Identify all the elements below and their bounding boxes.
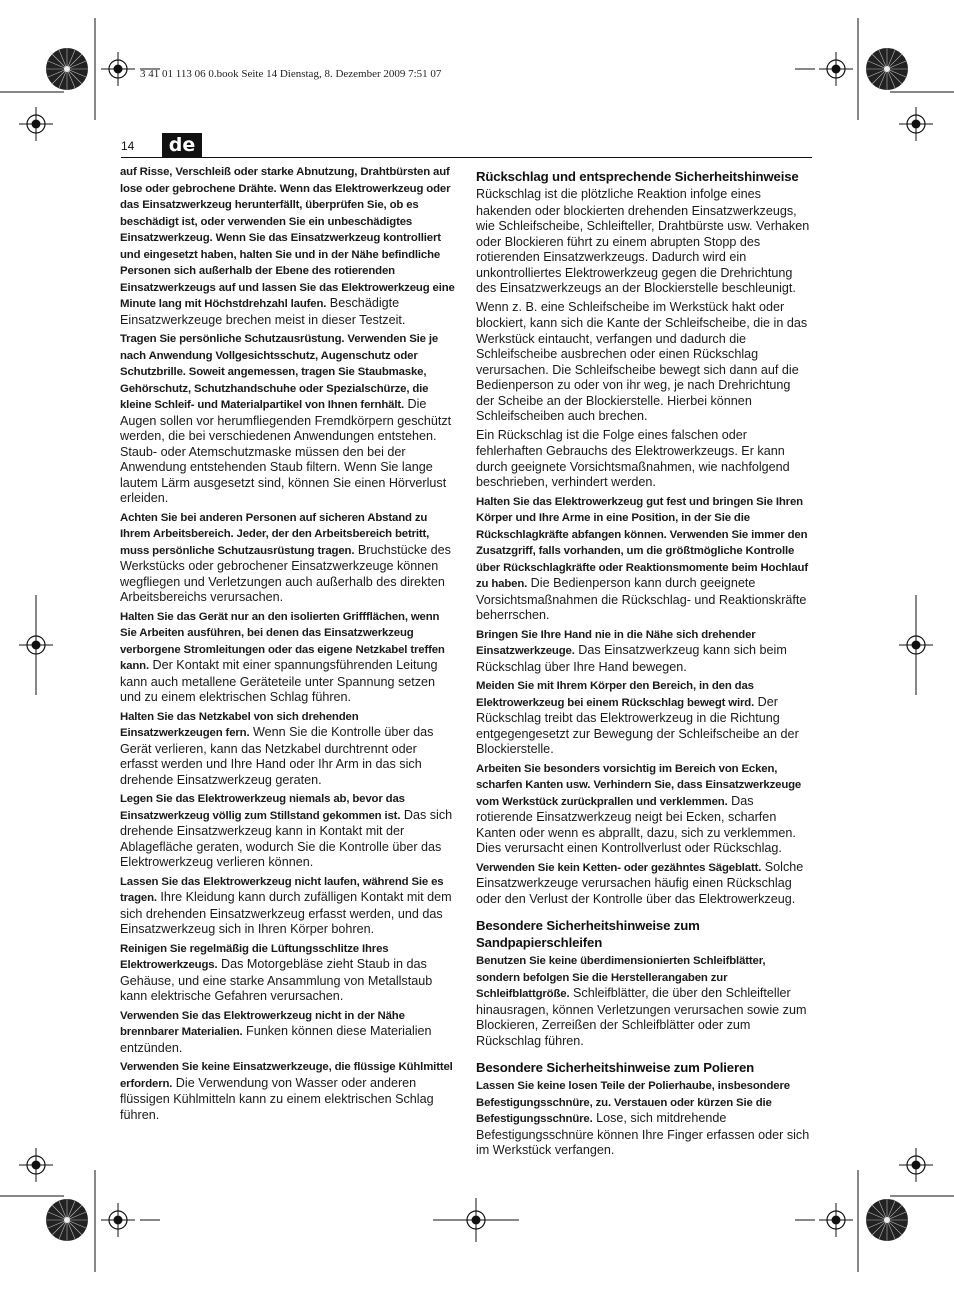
paragraph: Tragen Sie persönliche Schutzausrüstung. Verwenden Sie je nach Anwendung Vollgesichtsschutz, Augenschutz oder Schutzbrille. Soweit angemessen, tragen Sie Staubmaske, Gehörschutz, Schutzhandschuhe oder Spezialschürze, die kleine Schleif- und Materialpartikel von Ihnen fernhält. Die Augen sollen vor herumfliegenden Fremdkörpern geschützt werden, die bei verschiedenen Anwendungen entstehen. Staub- oder Atemschutzmaske müssen den bei der Anwendung entstehenden Staub filtern. Wenn Sie lange lautem Lärm ausgesetzt sind, können Sie einen Hörverlust erleiden. [120, 333, 452, 505]
left-column [120, 164, 456, 1123]
right-column [476, 164, 812, 1159]
print-info-line: 3 41 01 113 06 0.book Seite 14 Dienstag, 8. Dezember 2009 7:51 07 [140, 68, 442, 80]
section-heading-sanding: Besondere Sicherheitshinweise zum Sandpapierschleifen [476, 918, 700, 950]
paragraph: Legen Sie das Elektrowerkzeug niemals ab, bevor das Einsatzwerkzeug völlig zum Stillstand gekommen ist. Das sich drehende Einsatzwerkzeug kann in Kontakt mit der Ablagefläche geraten, wodurch Sie die Kontrolle über das Elektrowerkzeug verlieren können. [120, 793, 453, 869]
paragraph: Benutzen Sie keine überdimensionierten Schleifblätter, sondern befolgen Sie die Herstellerangaben zur Schleifblattgröße. Schleifblätter, die über den Schleifteller hinausragen, können Verletzungen verursachen sowie zum Blockieren, Zerreißen der Schleifblätter oder zum Rückschlag führen. [476, 955, 807, 1048]
paragraph: Wenn z. B. eine Schleifscheibe im Werkstück hakt oder blockiert, kann sich die Kante der Schleifscheibe, die in das Werkstück eintaucht, verfangen und dadurch die Schleifscheibe ausbrechen oder einen Rückschlag verursachen. Die Schleifscheibe bewegt sich dann auf die Bedienperson zu oder von ihr weg, je nach Drehrichtung der Scheibe an der Blockierstelle. Hierbei können Schleifscheiben auch brechen. [476, 299, 808, 423]
paragraph: Rückschlag ist die plötzliche Reaktion infolge eines hakenden oder blockierten drehenden Einsatzwerkzeugs, wie Schleifscheibe, Schleifteller, Drahtbürste usw. Verhaken oder Blockieren führt zu einem abrupten Stopp des rotierenden Einsatzwerkzeugs. Dadurch wird ein unkontrolliertes Elektrowerkzeug gegen die Drehrichtung des Einsatzwerkzeugs an der Blockierstelle beschleunigt. [476, 187, 810, 295]
paragraph: Lassen Sie das Elektrowerkzeug nicht laufen, während Sie es tragen. Ihre Kleidung kann durch zufälligen Kontakt mit dem sich drehenden Einsatzwerkzeug erfasst werden, und das Einsatzwerkzeug sich in Ihren Körper bohren. [120, 875, 452, 936]
paragraph: Achten Sie bei anderen Personen auf sicheren Abstand zu Ihrem Arbeitsbereich. Jeder, der den Arbeitsbereich betritt, muss persönliche Schutzausrüstung tragen. Bruchstücke des Werkstücks oder gebrochener Einsatzwerkzeuge können wegfliegen und Verletzungen auch außerhalb des direkten Arbeitsbereichs verursachen. [120, 511, 451, 604]
paragraph: Lassen Sie keine losen Teile der Polierhaube, insbesondere Befestigungsschnüre, zu. Verstauen oder kürzen Sie die Befestigungsschnüre. Lose, sich mitdrehende Befestigungsschnüre können Ihre Finger erfassen oder sich im Werkstück verfangen. [476, 1080, 810, 1157]
paragraph: Verwenden Sie keine Einsatzwerkzeuge, die flüssige Kühlmittel erfordern. Die Verwendung von Wasser oder anderen flüssigen Kühlmitteln kann zu einem elektrischen Schlag führen. [120, 1061, 453, 1122]
paragraph: Halten Sie das Netzkabel von sich drehenden Einsatzwerkzeugen fern. Wenn Sie die Kontrolle über das Gerät verlieren, kann das Netzkabel durchtrennt oder erfasst werden und Ihre Hand oder Ihr Arm in das sich drehende Einsatzwerkzeug geraten. [120, 710, 434, 787]
paragraph: Reinigen Sie regelmäßig die Lüftungsschlitze Ihres Elektrowerkzeugs. Das Motorgebläse zieht Staub in das Gehäuse, und eine starke Ansammlung von Metallstaub kann elektrische Gefahren verursachen. [120, 942, 433, 1003]
paragraph: Arbeiten Sie besonders vorsichtig im Bereich von Ecken, scharfen Kanten usw. Verhindern Sie, dass Einsatzwerkzeuge vom Werkstück zurückprallen und verklemmen. Das rotierende Einsatzwerkzeug neigt bei Ecken, scharfen Kanten oder wenn es abprallt, dazu, sich zu verklemmen. Dies verursacht einen Kontrollverlust oder Rückschlag. [476, 762, 802, 855]
paragraph: Verwenden Sie das Elektrowerkzeug nicht in der Nähe brennbarer Materialien. Funken können diese Materialien entzünden. [120, 1009, 432, 1055]
paragraph: Meiden Sie mit Ihrem Körper den Bereich, in den das Elektrowerkzeug bei einem Rückschlag bewegt wird. Der Rückschlag treibt das Elektrowerkzeug in die Richtung entgegengesetzt zur Bewegung der Schleifscheibe an der Blockierstelle. [476, 680, 799, 756]
page-number: 14 [121, 139, 135, 153]
section-heading-polishing: Besondere Sicherheitshinweise zum Polieren [476, 1060, 755, 1075]
header-rule [121, 157, 812, 158]
paragraph: Ein Rückschlag ist die Folge eines falschen oder fehlerhaften Gebrauchs des Elektrowerkzeugs. Er kann durch geeignete Vorsichtsmaßnahmen, wie nachfolgend beschrieben, verhindert werden. [476, 427, 790, 489]
paragraph: Bringen Sie Ihre Hand nie in die Nähe sich drehender Einsatzwerkzeuge. Das Einsatzwerkzeug kann sich beim Rückschlag über Ihre Hand bewegen. [476, 628, 787, 674]
paragraph: Verwenden Sie kein Ketten- oder gezähntes Sägeblatt. Solche Einsatzwerkzeuge verursachen häufig einen Rückschlag oder den Verlust der Kontrolle über das Elektrowerkzeug. [476, 859, 804, 906]
section-heading-kickback: Rückschlag und entsprechende Sicherheitshinweise [476, 169, 799, 184]
paragraph: auf Risse, Verschleiß oder starke Abnutzung, Drahtbürsten auf lose oder gebrochene Drähte. Wenn das Elektrowerkzeug oder das Einsatzwerkzeug herunterfällt, überprüfen Sie, ob es beschädigt ist, oder verwenden Sie ein unbeschädigtes Einsatzwerkzeug. Wenn Sie das Einsatzwerkzeug kontrolliert und eingesetzt haben, halten Sie und in der Nähe befindliche Personen sich außerhalb der Ebene des rotierenden Einsatzwerkzeugs auf und lassen Sie das Elektrowerkzeug eine Minute lang mit Höchstdrehzahl laufen. Beschädigte Einsatzwerkzeuge brechen meist in dieser Testzeit. [120, 166, 455, 327]
language-badge: de [162, 133, 202, 157]
paragraph: Halten Sie das Elektrowerkzeug gut fest und bringen Sie Ihren Körper und Ihre Arme in eine Position, in der Sie die Rückschlagkräfte abfangen können. Verwenden Sie immer den Zusatzgriff, falls vorhanden, um die größtmögliche Kontrolle über Rückschlagkräfte oder Reaktionsmomente beim Hochlauf zu haben. Die Bedienperson kann durch geeignete Vorsichtsmaßnahmen die Rückschlag- und Reaktionskräfte beherrschen. [476, 495, 808, 622]
paragraph: Halten Sie das Gerät nur an den isolierten Griffflächen, wenn Sie Arbeiten ausführen, bei denen das Einsatzwerkzeug verborgene Stromleitungen oder das eigene Netzkabel treffen kann. Der Kontakt mit einer spannungsführenden Leitung kann auch metallene Geräteteile unter Spannung setzen und zu einem elektrischen Schlag führen. [120, 610, 445, 704]
